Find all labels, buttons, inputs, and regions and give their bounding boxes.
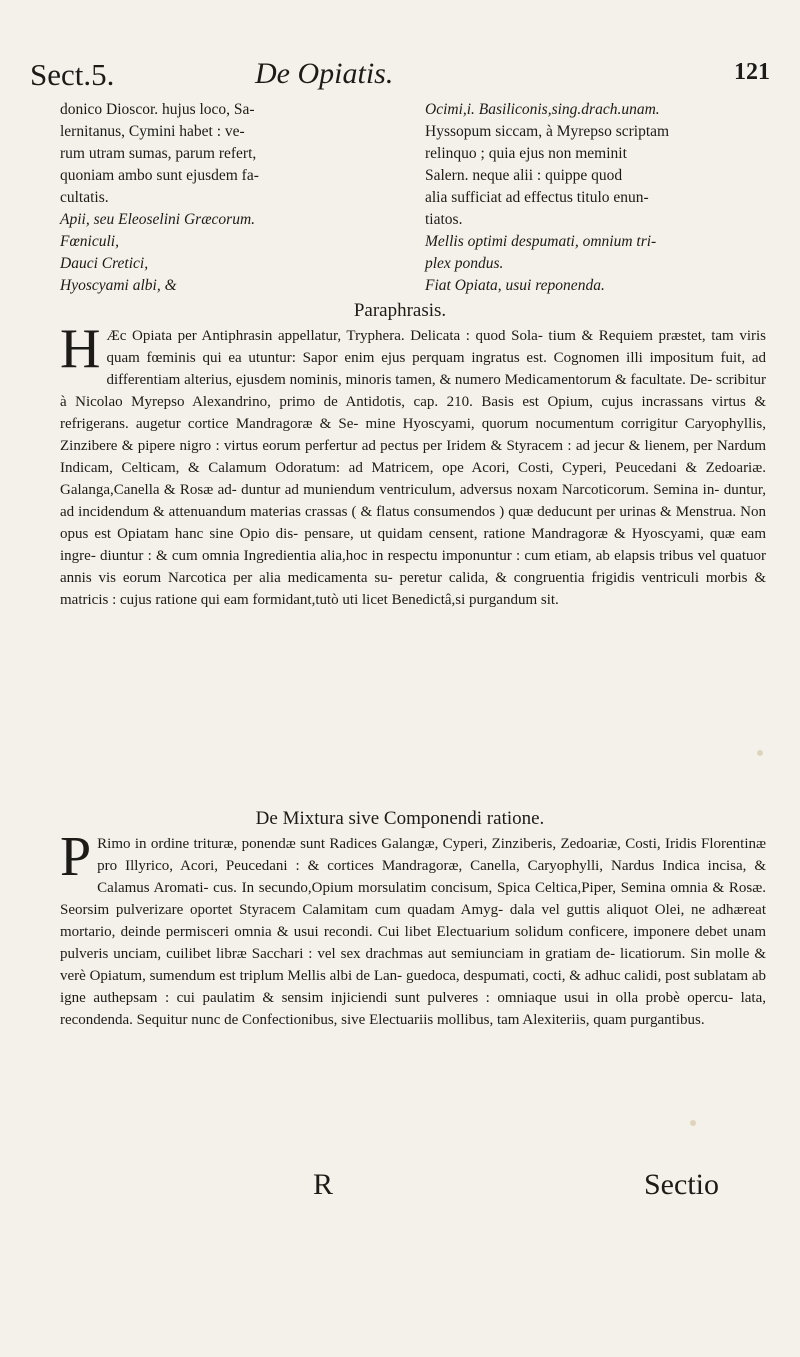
text-line: tiatos. — [425, 211, 463, 228]
text-line: & Rosæ. Seorsim pulverizare oportet Styracem Calamitam cum quadam Amyg- — [60, 880, 766, 918]
recipe-column-left — [60, 99, 390, 297]
text-line: Dauci Cretici, — [60, 255, 149, 272]
drop-cap: H — [60, 318, 101, 380]
text-line: Apii, seu Eleoselini Græcorum. — [60, 211, 256, 228]
text-line: pipere nigro : virtus eorum perfertur ad pectus per Iridem & Styracem : ad jecur — [137, 438, 629, 454]
text-line: duntur, ad incidendum & attenuandum materias crassas ( & flatus consumendos ) — [60, 482, 766, 520]
text-line: ab elapsis tribus vel quatuor annis vis eorum Narcotica per alia medicamenta su- — [60, 548, 766, 586]
text-line: Mellis optimi despumati, omnium tri- — [425, 233, 657, 250]
text-line: & lienem, per Nardum Indicam, Celticam, & Calamum Odoratum: ad Matricem, — [60, 438, 766, 476]
text-line: Alexiteriis, quam purgantibus. — [522, 1012, 705, 1028]
text-line: Mandragoræ, Canella, Caryophylli, Nardus Indica incisa, & Calamus Aromati- — [97, 858, 767, 896]
text-line: Ocimi,i. Basiliconis,sing.drach.unam. — [425, 101, 660, 118]
text-line: mine Hyoscyami, quorum nocumentum corrigitur Caryophyllis, Zinzibere & — [60, 416, 766, 454]
text-line: peretur calida, & congruentia frigidis ventriculi morbis & matricis : cujus ratione — [60, 570, 766, 608]
drop-cap: P — [60, 826, 92, 888]
text-line: licatiorum. Sin molle & verè Opiatum, sumendum est triplum Mellis albi de Lan- — [60, 946, 766, 984]
text-line: cultatis. — [60, 189, 109, 206]
section-label: Sect.5. — [30, 57, 115, 92]
paper-stain — [690, 1120, 696, 1126]
text-line: Fiat Opiata, usui reponenda. — [425, 277, 605, 294]
text-line: lernitanus, Cymini habet : ve- — [60, 123, 245, 140]
catchword: Sectio — [644, 1168, 719, 1201]
text-line: ejusdem nominis, minoris tamen, & numero Medicamentorum & facultate. De- — [235, 372, 717, 388]
page-number: 121 — [734, 59, 770, 85]
running-header — [30, 57, 770, 97]
text-line: Salern. neque alii : quippe quod — [425, 167, 623, 184]
text-line: paulatim & sensim injiciendi sunt pulveres : omniaque usui in olla probè opercu- — [202, 990, 741, 1006]
paper-stain — [757, 750, 763, 756]
text-line: relinquo ; quia ejus non meminit — [425, 145, 627, 162]
recipe-column-right — [425, 99, 765, 297]
text-line: dala vel guttis aliquot Olei, ne adhæreat mortario, deinde permisceri omnia & usui — [60, 902, 766, 940]
running-title: De Opiatis. — [255, 57, 394, 90]
text-line: unciam, cuilibet libræ Sacchari : vel sex drachmas aut semiunciam in gratiam de- — [113, 946, 620, 962]
text-line: Æc Opiata per Antiphrasin appellatur, Tryphera. Delicata : quod Sola- — [106, 328, 549, 344]
text-line: scribitur à Nicolao Myrepso Alexandrino, primo de Antidotis, cap. 210. Basis est — [60, 372, 767, 410]
text-line: quæ deducunt per urinas & Menstrua. Non opus est Opiatam hanc sine Opio dis- — [60, 504, 766, 542]
text-line: plex pondus. — [425, 255, 504, 272]
text-line: guedoca, despumati, cocti, & adhuc calidi, post sublatam ab igne authepsam : cui — [60, 968, 766, 1006]
text-line: pensare, ut quidam censent, ratione Mandragoræ & Hyoscyami, quæ eam ingre- — [60, 526, 766, 564]
text-line: Hyssopum siccam, à Myrepso scriptam — [425, 123, 670, 140]
text-line: duntur ad muniendum ventriculum, adversus noxam Narcoticorum. Semina in- — [241, 482, 724, 498]
text-line: alia sufficiat ad effectus titulo enun- — [425, 189, 649, 206]
section-heading-paraphrasis: Paraphrasis. — [353, 300, 447, 321]
text-line: ope Acori, Costi, Cyperi, Peucedani & Zedoariæ. Galanga,Canella & Rosæ ad- — [60, 460, 766, 498]
text-line: Opium, cujus incrassans virtus & refrigerans. augetur cortice Mandragoræ & Se- — [60, 394, 766, 432]
paraphrasis-paragraph — [60, 318, 767, 611]
text-line: quoniam ambo sunt ejusdem fa- — [60, 167, 259, 184]
text-line: rum utram sumas, parum refert, — [60, 145, 257, 162]
text-line: qui eam formidant,tutò uti licet Benedictâ,si purgandum sit. — [200, 592, 559, 608]
text-line: tium & Requiem præstet, tam viris quam fœminis qui ea utuntur: Sapor enim — [106, 328, 766, 366]
text-line: diuntur : & cum omnia Ingredientia alia,hoc in respectu imponuntur : cum etiam, — [100, 548, 596, 564]
signature-mark: R — [313, 1168, 334, 1201]
text-line: ejus perquam ingratus est. Cognomen illi impositum fuit, ad differentiam alterius, — [106, 350, 766, 388]
text-line: lata, recondenda. Sequitur nunc de Confectionibus, sive Electuariis mollibus, tam — [60, 990, 766, 1028]
text-line: Rimo in ordine trituræ, ponendæ sunt Radices Galangæ, Cyperi, Zinziberis, — [97, 836, 561, 852]
mixtura-paragraph — [60, 826, 767, 1031]
section-heading-mixtura: De Mixtura sive Componendi ratione. — [255, 808, 545, 829]
text-line: Fœniculi, — [60, 233, 119, 250]
text-line: Zedoariæ, Costi, Iridis Florentinæ pro Illyrico, Acori, Peucedani : & cortices — [97, 836, 766, 874]
text-line: recondi. Cui libet Electuarium solidum conficere, imponere debet unam pulveris — [60, 924, 766, 962]
text-line: cus. In secundo,Opium morsulatim concisum, Spica Celtica,Piper, Semina omnia — [213, 880, 713, 896]
text-line: donico Dioscor. hujus loco, Sa- — [60, 101, 255, 118]
text-line: Hyoscyami albi, & — [60, 277, 177, 294]
